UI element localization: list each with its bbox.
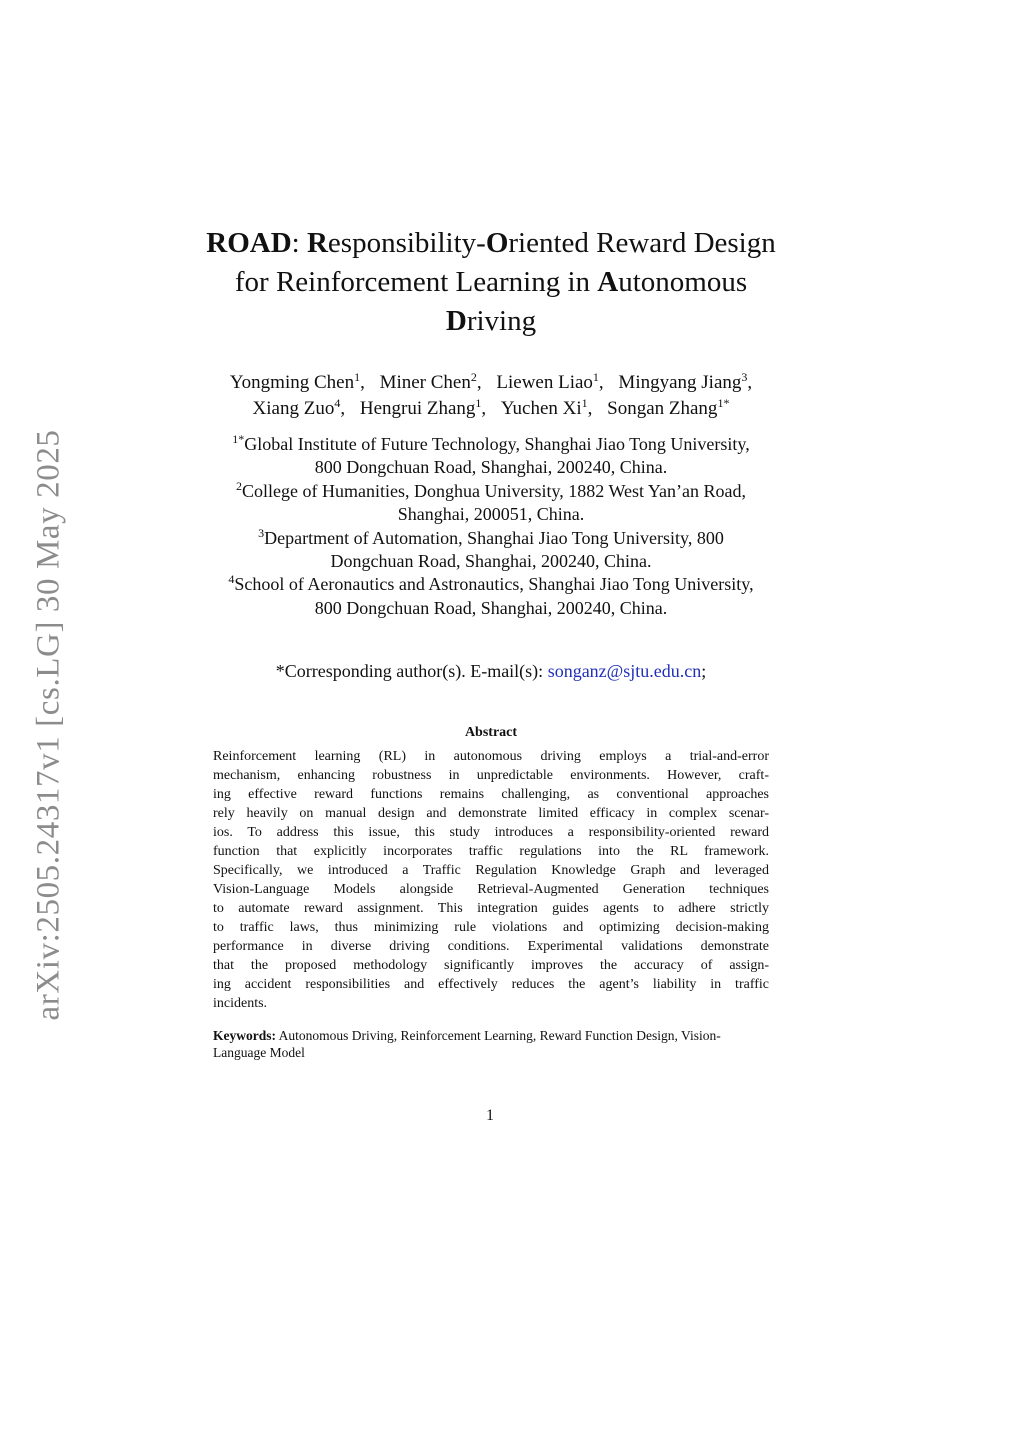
affiliation: $^{1*}$Global Institute of Future Technology, Shanghai Jiao Tong University, 800 Dongchuan Road, Shanghai, 200240, China. — [232, 432, 750, 478]
abstract-line: to automate reward assignment. This integration guides agents to adhere strictly — [213, 901, 769, 916]
author: Miner Chen$^2$, — [379, 370, 482, 393]
abstract-body — [213, 747, 769, 1013]
abstract-line: to traffic laws, thus minimizing rule violations and optimizing decision-making — [213, 920, 769, 935]
author: Yongming Chen$^1$, — [229, 370, 365, 393]
abstract-line: mechanism, enhancing robustness in unpredictable environments. However, craft- — [213, 768, 769, 783]
title-road: ROAD — [206, 227, 292, 259]
email-link[interactable]: songanz@sjtu.edu.cn — [547, 661, 702, 681]
affiliation-list — [150, 433, 832, 620]
author: Hengrui Zhang$^1$, — [359, 396, 487, 419]
abstract-line: Specifically, we introduced a Traffic Regulation Knowledge Graph and leveraged — [213, 863, 769, 878]
paper-title: ROAD: Responsibility-Oriented Reward Design for Reinforcement Learning in Autonomous Driving — [206, 227, 776, 337]
abstract-line: Vision-Language Models alongside Retrieval-Augmented Generation techniques — [213, 882, 769, 897]
author: Songan Zhang$^{1*}$ — [607, 396, 730, 419]
abstract-line: Reinforcement learning (RL) in autonomous driving employs a trial-and-error — [213, 749, 769, 764]
abstract-line: ing effective reward functions remains challenging, as conventional approaches — [213, 787, 769, 802]
abstract-line: rely heavily on manual design and demonstrate limited efficacy in complex scenar- — [213, 806, 769, 821]
corresponding-author: *Corresponding author(s). E-mail(s): songanz@sjtu.edu.cn; — [275, 661, 707, 681]
author: Yuchen Xi$^1$, — [500, 396, 593, 419]
author: Liewen Liao$^1$, — [496, 370, 604, 393]
abstract-line: ios. To address this issue, this study introduces a responsibility-oriented reward — [213, 825, 769, 840]
author: Mingyang Jiang$^3$, — [618, 370, 753, 393]
affiliation: $^3$Department of Automation, Shanghai Jiao Tong University, 800 Dongchuan Road, Shanghai, 200240, China. — [258, 525, 724, 572]
abstract-heading: Abstract — [464, 725, 518, 740]
abstract-line: ing accident responsibilities and effectively reduces the agent’s liability in traffic — [213, 977, 769, 992]
abstract-line: that the proposed methodology significantly improves the accuracy of assign- — [213, 958, 769, 973]
keywords-label: Keywords: — [213, 1028, 276, 1043]
author: Xiang Zuo$^4$, — [252, 396, 346, 419]
author-list — [150, 370, 832, 422]
page-number: 1 — [486, 1107, 494, 1124]
affiliation: $^2$College of Humanities, Donghua University, 1882 West Yan’an Road, Shanghai, 200051, China. — [236, 478, 746, 525]
abstract-line: function that explicitly incorporates traffic regulations into the RL framework. — [213, 844, 769, 859]
keywords-text: Autonomous Driving, Reinforcement Learning, Reward Function Design, Vision-Language Model — [213, 1028, 721, 1060]
abstract-line: performance in diverse driving conditions. Experimental validations demonstrate — [213, 939, 769, 954]
abstract-line: incidents. — [213, 996, 268, 1011]
arxiv-sidebar-stamp: arXiv:2505.24317v1 [cs.LG] 30 May 2025 — [30, 429, 67, 1021]
affiliation: $^4$School of Aeronautics and Astronautics, Shanghai Jiao Tong University, 800 Dongchuan Road, Shanghai, 200240, China. — [228, 572, 754, 618]
keywords — [213, 1027, 769, 1061]
